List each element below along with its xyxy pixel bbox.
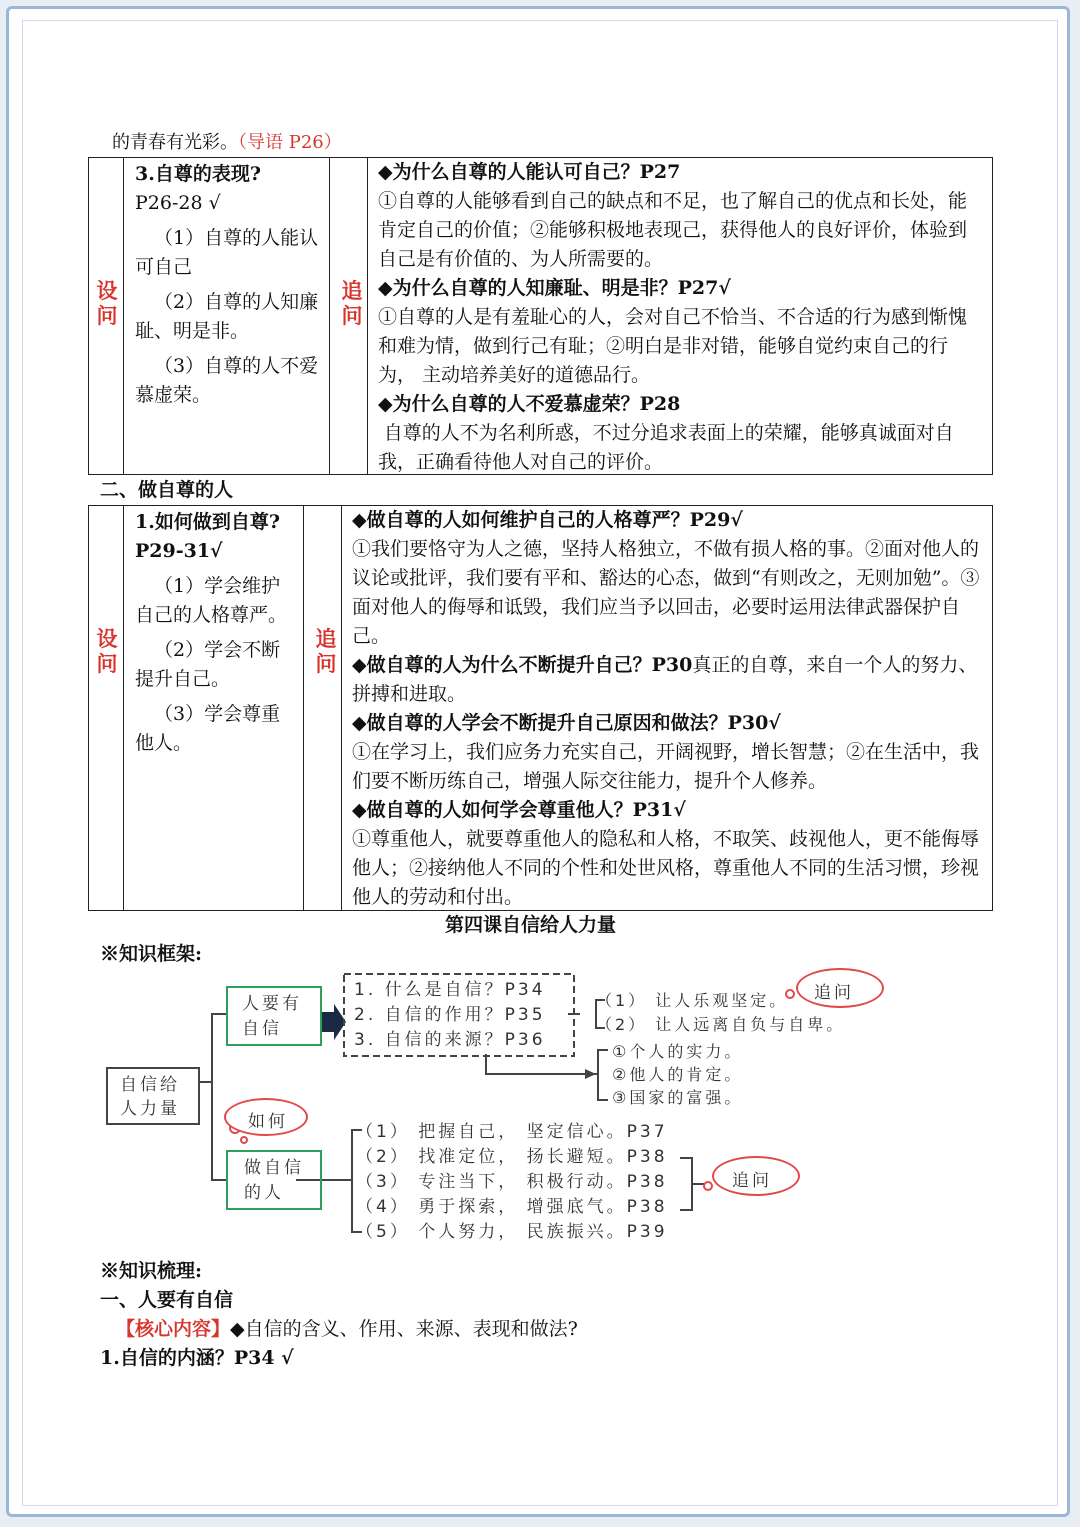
table1-answer: ①自尊的人能够看到自己的缺点和不足，也了解自己的优点和长处，能肯定自己的价值；②能够积极地表现己，获得他人的良好评价，体验到自己是有价值的、为人所需要的。 [378, 190, 968, 270]
label-set-question: 设 问 [96, 626, 118, 676]
way-item: （3） 专注当下， 积极行动。P38 [356, 1172, 668, 1192]
question-list [354, 978, 546, 1053]
branch-be-confident: 做自信的人 [226, 1150, 322, 1210]
question-item: 3. 自信的来源？P36 [354, 1030, 546, 1050]
section2-title: 二、做自尊的人 [100, 479, 234, 501]
source-item: ③国家的富强。 [612, 1088, 744, 1107]
table2-answer: 真正的自尊，来自一个人的努力、拼搏和进取。 [352, 654, 978, 705]
label-follow-question: 追 问 [341, 278, 363, 328]
source-item: ①个人的实力。 [612, 1042, 744, 1061]
table2-answer: ①在学习上，我们应务力充实自己，开阔视野，增长智慧；②在生活中，我们要不断历练自己，增强人际交往能力，提升个人修养。 [352, 741, 980, 792]
core-content [116, 1315, 578, 1344]
table1-left-title: 3.自尊的表现? [135, 163, 261, 185]
section1-title: 一、人要有自信 [100, 1289, 234, 1311]
way-item: （4） 勇于探索， 增强底气。P38 [356, 1197, 668, 1217]
table2-left-item: （1）学会维护自己的人格尊严。 [135, 575, 288, 626]
table1-question: ◆为什么自尊的人知廉耻、明是非？P27√ [378, 277, 731, 299]
table2-left-item: （2）学会不断提升自己。 [135, 639, 281, 690]
table2-question: ◆做自尊的人如何学会尊重他人？P31√ [352, 799, 686, 821]
branch-need-confidence: 人要有自信 [226, 986, 322, 1046]
table2-left-title: 1.如何做到自尊?P29-31√ [135, 511, 280, 562]
sources-list [612, 1040, 743, 1109]
question-item: 2. 自信的作用？P35 [354, 1005, 546, 1025]
table1-question: ◆为什么自尊的人能认可自己？P27 [378, 161, 681, 183]
table1-answer: ①自尊的人是有羞耻心的人，会对自己不恰当、不合适的行为感到惭愧和难为情，做到行己有耻；②明白是非对错，能够自觉约束自己的行为， 主动培养美好的道德品行。 [378, 306, 968, 386]
table2-answer: ①尊重他人，就要尊重他人的隐私和人格，不取笑、歧视他人，更不能侮辱他人；②接纳他人不同的个性和处世风格，尊重他人不同的生活习惯，珍视他人的劳动和付出。 [352, 828, 980, 908]
way-item: （1） 把握自己， 坚定信心。P37 [356, 1122, 668, 1142]
top-line-text: 的青春有光彩。 [112, 132, 238, 153]
label-set-question: 设 问 [96, 278, 118, 328]
table2-question: ◆做自尊的人为什么不断提升自己？P30 [352, 654, 693, 676]
table1-left-page: P26-28 √ [135, 192, 221, 214]
core-text: ◆自信的含义、作用、来源、表现和做法? [230, 1318, 578, 1340]
followup-cloud-1: 追问 [796, 968, 884, 1008]
lesson-title: 第四课自信给人力量 [445, 914, 617, 936]
way-item: （2） 找准定位， 扬长避短。P38 [356, 1147, 668, 1167]
sorting-label: ※知识梳理: [100, 1260, 203, 1282]
table1-left-item: （3）自尊的人不爱慕虚荣。 [135, 355, 319, 406]
table1-answer: 自尊的人不为名利所惑，不过分追求表面上的荣耀，能够真诚面对自我，正确看待他人对自己的评价。 [378, 422, 954, 473]
table2-question: ◆做自尊的人学会不断提升自己原因和做法？P30√ [352, 712, 781, 734]
mind-map-root: 自信给人力量 [106, 1067, 200, 1125]
how-cloud: 如何 [224, 1098, 308, 1136]
top-line-ref: （导语 P26） [238, 132, 342, 153]
question-item: 1. 什么是自信？P34 [354, 980, 546, 1000]
table2-left-item: （3）学会尊重他人。 [135, 703, 281, 754]
table1-question: ◆为什么自尊的人不爱慕虚荣？P28 [378, 393, 681, 415]
label-follow-question: 追 问 [315, 626, 337, 676]
way-item: （5） 个人努力， 民族振兴。P39 [356, 1222, 668, 1242]
ways-list [356, 1120, 668, 1245]
effect-item: （1） 让人乐观坚定。 [596, 991, 789, 1010]
core-tag: 【核心内容】 [116, 1318, 231, 1340]
question-1: 1.自信的内涵？P34 √ [100, 1347, 294, 1369]
table1-left-item: （1）自尊的人能认可自己 [135, 227, 319, 278]
framework-label: ※知识框架: [100, 943, 203, 965]
source-item: ②他人的肯定。 [612, 1065, 744, 1084]
effect-item: （2） 让人远离自负与自卑。 [596, 1015, 846, 1034]
table1-left-item: （2）自尊的人知廉耻、明是非。 [135, 291, 319, 342]
followup-cloud-2: 追问 [712, 1156, 800, 1196]
table2-answer: ①我们要恪守为人之德，坚持人格独立，不做有损人格的事。②面对他人的议论或批评，我们要有平和、豁达的心态，做到“有则改之，无则加勉”。③面对他人的侮辱和诋毁，我们应当予以回击，必要时运用法律武器保护自己。 [352, 538, 980, 647]
table2-question: ◆做自尊的人如何维护自己的人格尊严？P29√ [352, 509, 743, 531]
